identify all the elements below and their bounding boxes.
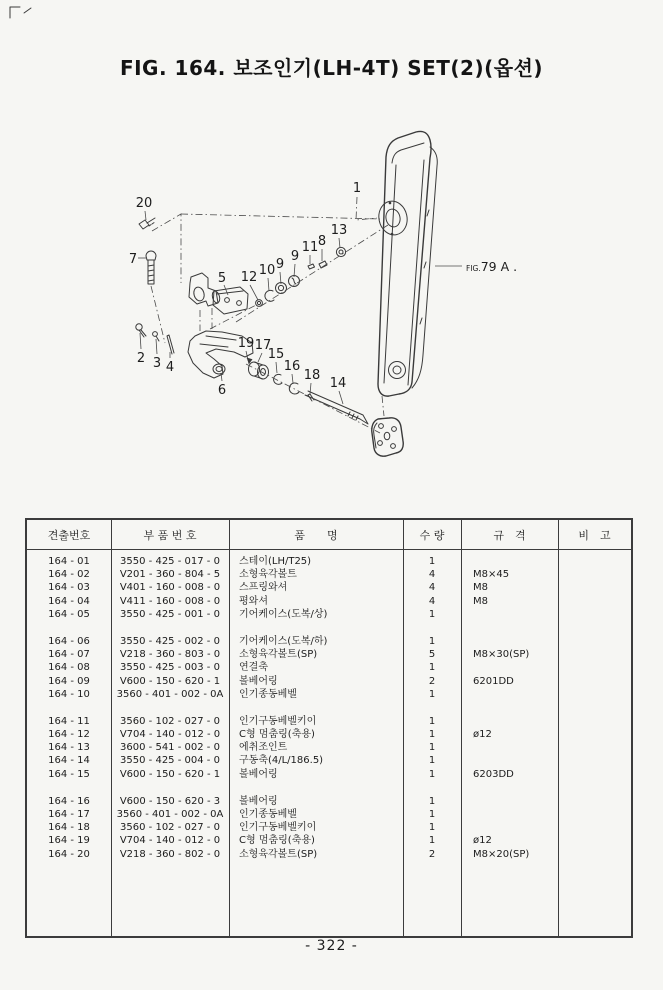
cell-qty: 1 bbox=[428, 768, 436, 780]
cell-qty: 1 bbox=[428, 556, 436, 567]
callout-5: 5 bbox=[217, 271, 227, 286]
cell-no: 164 - 11 bbox=[48, 715, 90, 727]
flange-plate-art bbox=[372, 418, 403, 456]
cell-part: V218 - 360 - 802 - 0 bbox=[119, 848, 221, 860]
cell-name: 기어케이스(도복/하) bbox=[239, 635, 328, 647]
cell-part: 3560 - 401 - 002 - 0A bbox=[116, 688, 224, 700]
leader-line bbox=[268, 278, 269, 291]
table-row bbox=[27, 581, 631, 594]
cell-qty: 2 bbox=[428, 675, 436, 687]
column-divider bbox=[403, 520, 404, 936]
cell-no: 164 - 04 bbox=[48, 595, 90, 607]
table-row bbox=[27, 555, 631, 568]
leader-line bbox=[292, 374, 293, 383]
cell-name: 볼베어링 bbox=[239, 768, 278, 780]
cell-no: 164 - 17 bbox=[48, 809, 90, 820]
cell-name: 스프링와셔 bbox=[239, 582, 288, 594]
table-body bbox=[27, 550, 631, 861]
table-row bbox=[27, 608, 631, 621]
cell-no: 164 - 16 bbox=[48, 795, 90, 807]
cell-part: V704 - 140 - 012 - 0 bbox=[119, 729, 221, 741]
callout-18: 18 bbox=[303, 368, 321, 383]
header-qty: 수 량 bbox=[419, 528, 445, 542]
cell-spec: M8 bbox=[473, 582, 488, 594]
callout-19: 19 bbox=[237, 336, 255, 351]
cell-spec bbox=[461, 608, 558, 621]
cell-name: 소형육각볼트 bbox=[239, 569, 297, 581]
table-row bbox=[27, 568, 631, 581]
cell-note bbox=[558, 661, 631, 674]
cell-spec: M8×45 bbox=[473, 569, 510, 581]
bolt-20-art bbox=[139, 218, 155, 229]
cell-name: 연결축 bbox=[239, 662, 268, 674]
cell-spec bbox=[461, 555, 558, 568]
table-row bbox=[27, 675, 631, 688]
cell-part: V704 - 140 - 012 - 0 bbox=[119, 835, 221, 847]
cell-name: 평와셔 bbox=[239, 595, 268, 607]
callout-8: 8 bbox=[317, 234, 327, 249]
cell-note bbox=[558, 808, 631, 821]
cell-qty: 4 bbox=[428, 595, 436, 607]
cell-note bbox=[558, 728, 631, 741]
callout-3: 3 bbox=[152, 356, 162, 371]
cell-qty: 4 bbox=[428, 569, 436, 581]
axis-lines bbox=[151, 214, 388, 433]
cell-no: 164 - 06 bbox=[48, 635, 90, 647]
cell-spec: M8×30(SP) bbox=[473, 649, 530, 661]
table-row bbox=[27, 648, 631, 661]
leader-line bbox=[145, 211, 146, 220]
cell-part: 3550 - 425 - 001 - 0 bbox=[120, 608, 220, 620]
leader-line bbox=[258, 353, 262, 362]
cell-name: 인기종동베벨 bbox=[239, 809, 297, 820]
cell-qty: 1 bbox=[428, 835, 436, 847]
cell-no: 164 - 12 bbox=[48, 729, 90, 741]
leader-line bbox=[140, 333, 141, 349]
cell-note bbox=[558, 675, 631, 688]
cell-note bbox=[558, 741, 631, 754]
cell-note bbox=[558, 595, 631, 608]
cell-note bbox=[558, 768, 631, 781]
table-row bbox=[27, 808, 631, 821]
table-row bbox=[27, 795, 631, 808]
callout-14: 14 bbox=[329, 376, 347, 391]
cell-part: V600 - 150 - 620 - 1 bbox=[119, 675, 221, 687]
cell-no: 164 - 01 bbox=[48, 556, 90, 567]
stay-case-art bbox=[376, 131, 437, 396]
table-row bbox=[27, 834, 631, 847]
callout-4: 4 bbox=[165, 360, 175, 375]
cell-no: 164 - 14 bbox=[48, 755, 90, 767]
cell-name: 인기구동베벨키이 bbox=[239, 715, 317, 727]
cell-part: V401 - 160 - 008 - 0 bbox=[119, 582, 221, 594]
cell-note bbox=[558, 688, 631, 701]
cell-note bbox=[558, 648, 631, 661]
cell-no: 164 - 05 bbox=[48, 608, 90, 620]
cell-part: 3560 - 102 - 027 - 0 bbox=[120, 822, 220, 834]
cell-name: 소형육각볼트(SP) bbox=[239, 848, 318, 860]
header-index-no: 견출번호 bbox=[47, 528, 91, 542]
callout-9: 9 bbox=[275, 257, 285, 272]
cell-note bbox=[558, 795, 631, 808]
cell-note bbox=[558, 635, 631, 648]
cell-note bbox=[558, 834, 631, 847]
row-group bbox=[27, 635, 631, 701]
callout-2: 2 bbox=[136, 351, 146, 366]
leader-line bbox=[294, 264, 295, 277]
cell-spec bbox=[461, 635, 558, 648]
cell-name: 인기구동베벨키이 bbox=[239, 822, 317, 834]
cell-spec: 6201DD bbox=[473, 675, 514, 687]
cell-qty: 1 bbox=[428, 742, 436, 754]
callout-13: 13 bbox=[330, 223, 348, 238]
table-row bbox=[27, 595, 631, 608]
column-divider bbox=[229, 520, 230, 936]
cell-spec: M8×20(SP) bbox=[473, 848, 530, 860]
table-row bbox=[27, 741, 631, 754]
leader-line bbox=[339, 391, 343, 404]
cell-spec bbox=[461, 754, 558, 767]
cell-part: 3550 - 425 - 017 - 0 bbox=[120, 556, 220, 567]
cell-name: 스테이(LH/T25) bbox=[239, 556, 312, 567]
cell-qty: 1 bbox=[428, 729, 436, 741]
cell-part: 3560 - 401 - 002 - 0A bbox=[116, 809, 224, 820]
cell-spec bbox=[461, 821, 558, 834]
header-part-name: 품 명 bbox=[294, 528, 338, 542]
cell-note bbox=[558, 715, 631, 728]
cell-qty: 1 bbox=[428, 755, 436, 767]
table-row bbox=[27, 635, 631, 648]
table-row bbox=[27, 688, 631, 701]
cell-no: 164 - 15 bbox=[48, 768, 90, 780]
cell-spec bbox=[461, 688, 558, 701]
callout-12: 12 bbox=[240, 270, 258, 285]
table-row bbox=[27, 661, 631, 674]
cell-note bbox=[558, 555, 631, 568]
table-row bbox=[27, 754, 631, 767]
cell-name: 볼베어링 bbox=[239, 795, 278, 807]
page-number: - 322 - bbox=[305, 938, 358, 954]
cell-spec bbox=[461, 808, 558, 821]
cell-spec bbox=[461, 661, 558, 674]
figure-reference: FIG.79 A . bbox=[466, 259, 518, 274]
table-header-row bbox=[27, 520, 631, 550]
row-group bbox=[27, 555, 631, 621]
cell-part: V201 - 360 - 804 - 5 bbox=[119, 569, 221, 581]
cell-qty: 1 bbox=[428, 795, 436, 807]
cell-qty: 1 bbox=[428, 608, 436, 620]
cell-name: 볼베어링 bbox=[239, 675, 278, 687]
cell-qty: 1 bbox=[428, 688, 436, 700]
cell-spec bbox=[461, 715, 558, 728]
header-note: 비 고 bbox=[578, 528, 611, 542]
column-divider bbox=[111, 520, 112, 936]
cell-part: 3600 - 541 - 002 - 0 bbox=[120, 742, 220, 754]
row-group bbox=[27, 715, 631, 781]
header-spec: 규 격 bbox=[493, 528, 526, 542]
cell-no: 164 - 09 bbox=[48, 675, 90, 687]
row-group bbox=[27, 795, 631, 861]
leader-line bbox=[156, 339, 157, 354]
header-part-no: 부 품 번 호 bbox=[143, 528, 197, 542]
cell-note bbox=[558, 848, 631, 861]
cell-name: 기어케이스(도복/상) bbox=[239, 608, 328, 620]
leader-line bbox=[356, 197, 377, 220]
cell-qty: 1 bbox=[428, 635, 436, 647]
cell-spec: ø12 bbox=[473, 835, 492, 847]
column-divider bbox=[558, 520, 559, 936]
cell-note bbox=[558, 581, 631, 594]
leader-line bbox=[276, 362, 277, 373]
cell-no: 164 - 08 bbox=[48, 662, 90, 674]
cell-name: C형 멈춤링(축용) bbox=[239, 835, 315, 847]
cell-qty: 1 bbox=[428, 822, 436, 834]
cell-spec bbox=[461, 741, 558, 754]
cell-qty: 5 bbox=[428, 649, 436, 661]
cell-part: 3550 - 425 - 003 - 0 bbox=[120, 662, 220, 674]
callout-16: 16 bbox=[283, 359, 301, 374]
cell-qty: 1 bbox=[428, 662, 436, 674]
column-divider bbox=[461, 520, 462, 936]
cell-no: 164 - 18 bbox=[48, 822, 90, 834]
cell-part: 3560 - 102 - 027 - 0 bbox=[120, 715, 220, 727]
cell-part: 3550 - 425 - 002 - 0 bbox=[120, 635, 220, 647]
table-row bbox=[27, 728, 631, 741]
table-row bbox=[27, 715, 631, 728]
cell-name: 에취조인트 bbox=[239, 742, 288, 754]
cell-no: 164 - 20 bbox=[48, 848, 90, 860]
cell-part: V411 - 160 - 008 - 0 bbox=[119, 595, 221, 607]
cell-no: 164 - 10 bbox=[48, 688, 90, 700]
cell-note bbox=[558, 608, 631, 621]
callout-layer bbox=[129, 181, 377, 404]
cell-name: 구동축(4/L/186.5) bbox=[239, 755, 324, 767]
cell-name: C형 멈춤링(축용) bbox=[239, 729, 315, 741]
cell-no: 164 - 19 bbox=[48, 835, 90, 847]
cell-spec: 6203DD bbox=[473, 768, 514, 780]
cell-no: 164 - 07 bbox=[48, 649, 90, 661]
cell-part: V600 - 150 - 620 - 1 bbox=[119, 768, 221, 780]
leader-line bbox=[339, 238, 340, 248]
callout-15: 15 bbox=[267, 347, 285, 362]
table-row bbox=[27, 821, 631, 834]
cell-name: 소형육각볼트(SP) bbox=[239, 649, 318, 661]
cell-no: 164 - 03 bbox=[48, 582, 90, 594]
scan-corner-mark bbox=[10, 7, 31, 18]
page-title: FIG. 164. 보조인기(LH-4T) SET(2)(옵션) bbox=[119, 56, 544, 80]
bolt-7-art bbox=[146, 251, 156, 284]
leader-line bbox=[250, 285, 258, 300]
parts-table bbox=[25, 518, 633, 938]
cell-no: 164 - 13 bbox=[48, 742, 90, 754]
callout-7: 7 bbox=[128, 252, 138, 267]
cell-part: V600 - 150 - 620 - 3 bbox=[119, 795, 221, 807]
cell-qty: 4 bbox=[428, 582, 436, 594]
cell-no: 164 - 02 bbox=[48, 569, 90, 581]
cell-qty: 2 bbox=[428, 848, 436, 860]
callout-11: 11 bbox=[301, 240, 319, 255]
cell-spec: ø12 bbox=[473, 729, 492, 741]
cell-part: 3550 - 425 - 004 - 0 bbox=[120, 755, 220, 767]
cell-note bbox=[558, 754, 631, 767]
cell-qty: 1 bbox=[428, 809, 436, 820]
callout-20: 20 bbox=[135, 196, 153, 211]
cell-spec: M8 bbox=[473, 595, 488, 607]
callout-17: 17 bbox=[254, 338, 272, 353]
callout-6: 6 bbox=[217, 383, 227, 398]
callout-9: 9 bbox=[290, 249, 300, 264]
callout-1: 1 bbox=[352, 181, 362, 196]
cell-part: V218 - 360 - 803 - 0 bbox=[119, 649, 221, 661]
cell-note bbox=[558, 821, 631, 834]
table-row bbox=[27, 848, 631, 861]
cell-note bbox=[558, 568, 631, 581]
cell-spec bbox=[461, 795, 558, 808]
cell-qty: 1 bbox=[428, 715, 436, 727]
table-row bbox=[27, 768, 631, 781]
cell-name: 인기종동베벨 bbox=[239, 688, 297, 700]
fasteners-234-art bbox=[136, 324, 174, 354]
callout-10: 10 bbox=[258, 263, 276, 278]
